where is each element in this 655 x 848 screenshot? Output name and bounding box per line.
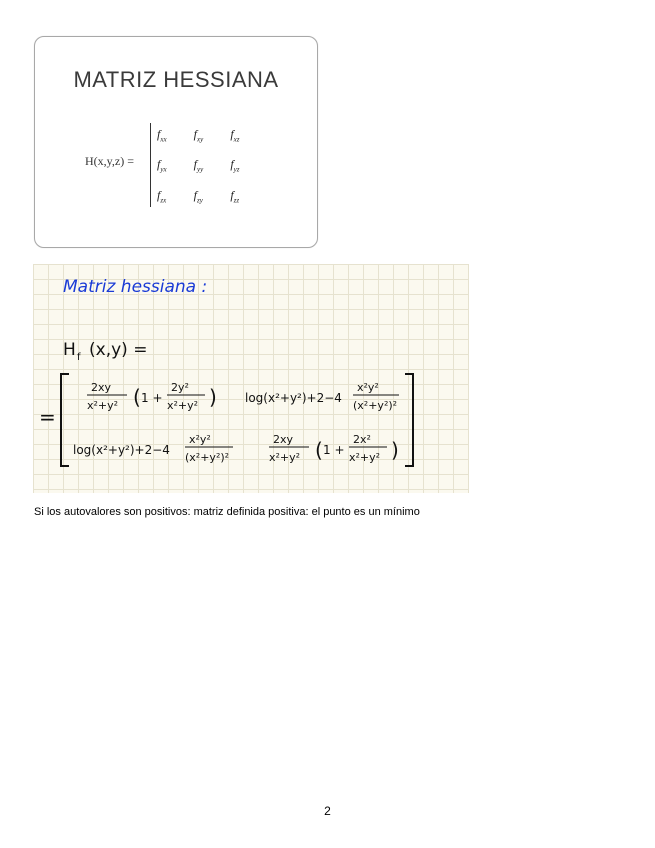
slide-title: MATRIZ HESSIANA [73,67,279,92]
page-number: 2 [324,804,331,818]
m21-log: log(x²+y²)+2−4 [73,443,170,457]
m22-tail-numerator: 2x² [353,433,371,446]
svg-text:(: ( [133,385,141,409]
hessian-entry: $f_{yz}$ [230,157,240,174]
hessian-entry: $f_{xx}$ [157,127,167,144]
hessian-entry: $f_{zz}$ [230,187,240,205]
hf-args: (x,y) = [89,340,148,360]
m22-denominator: x²+y² [269,451,301,464]
hf-symbol: H [63,340,76,360]
hessian-matrix [157,127,267,204]
m11-one-plus: 1 + [141,391,163,405]
m12-denominator: (x²+y²)² [353,399,398,412]
right-bracket [405,374,413,466]
m22-tail-denominator: x²+y² [349,451,381,464]
m11-numerator: 2xy [91,381,112,394]
hessian-entry: $f_{zy}$ [193,187,203,205]
svg-text:(: ( [315,438,323,462]
determinant-bar [150,123,151,207]
left-bracket [61,374,69,466]
m11-denominator: x²+y² [87,399,119,412]
hessian-entry: $f_{yx}$ [157,157,167,174]
slide-card [34,36,318,248]
hessian-entry: $f_{xz}$ [230,127,240,144]
hf-subscript: f [77,352,81,363]
note-heading: Matriz hessiana : [63,277,208,297]
m11-tail-numerator: 2y² [171,381,189,394]
m12-numerator: x²y² [357,381,379,394]
hessian-entry: $f_{zx}$ [157,187,167,205]
equals-sign: = [39,405,56,429]
m11-tail-denominator: x²+y² [167,399,199,412]
m21-denominator: (x²+y²)² [185,451,230,464]
hessian-entry: $f_{yy}$ [193,157,204,174]
m21-numerator: x²y² [189,433,211,446]
svg-text:): ) [209,385,217,409]
m22-one-plus: 1 + [323,443,345,457]
handwritten-note [33,264,469,493]
handwritten-math [33,264,469,493]
hessian-label: H(x,y,z) = [85,154,134,168]
m22-numerator: 2xy [273,433,294,446]
m12-log: log(x²+y²)+2−4 [245,391,342,405]
hessian-entry: $f_{xy}$ [193,127,204,144]
svg-text:): ) [391,438,399,462]
caption-text: Si los autovalores son positivos: matriz definida positiva: el punto es un mínimo [34,506,420,518]
